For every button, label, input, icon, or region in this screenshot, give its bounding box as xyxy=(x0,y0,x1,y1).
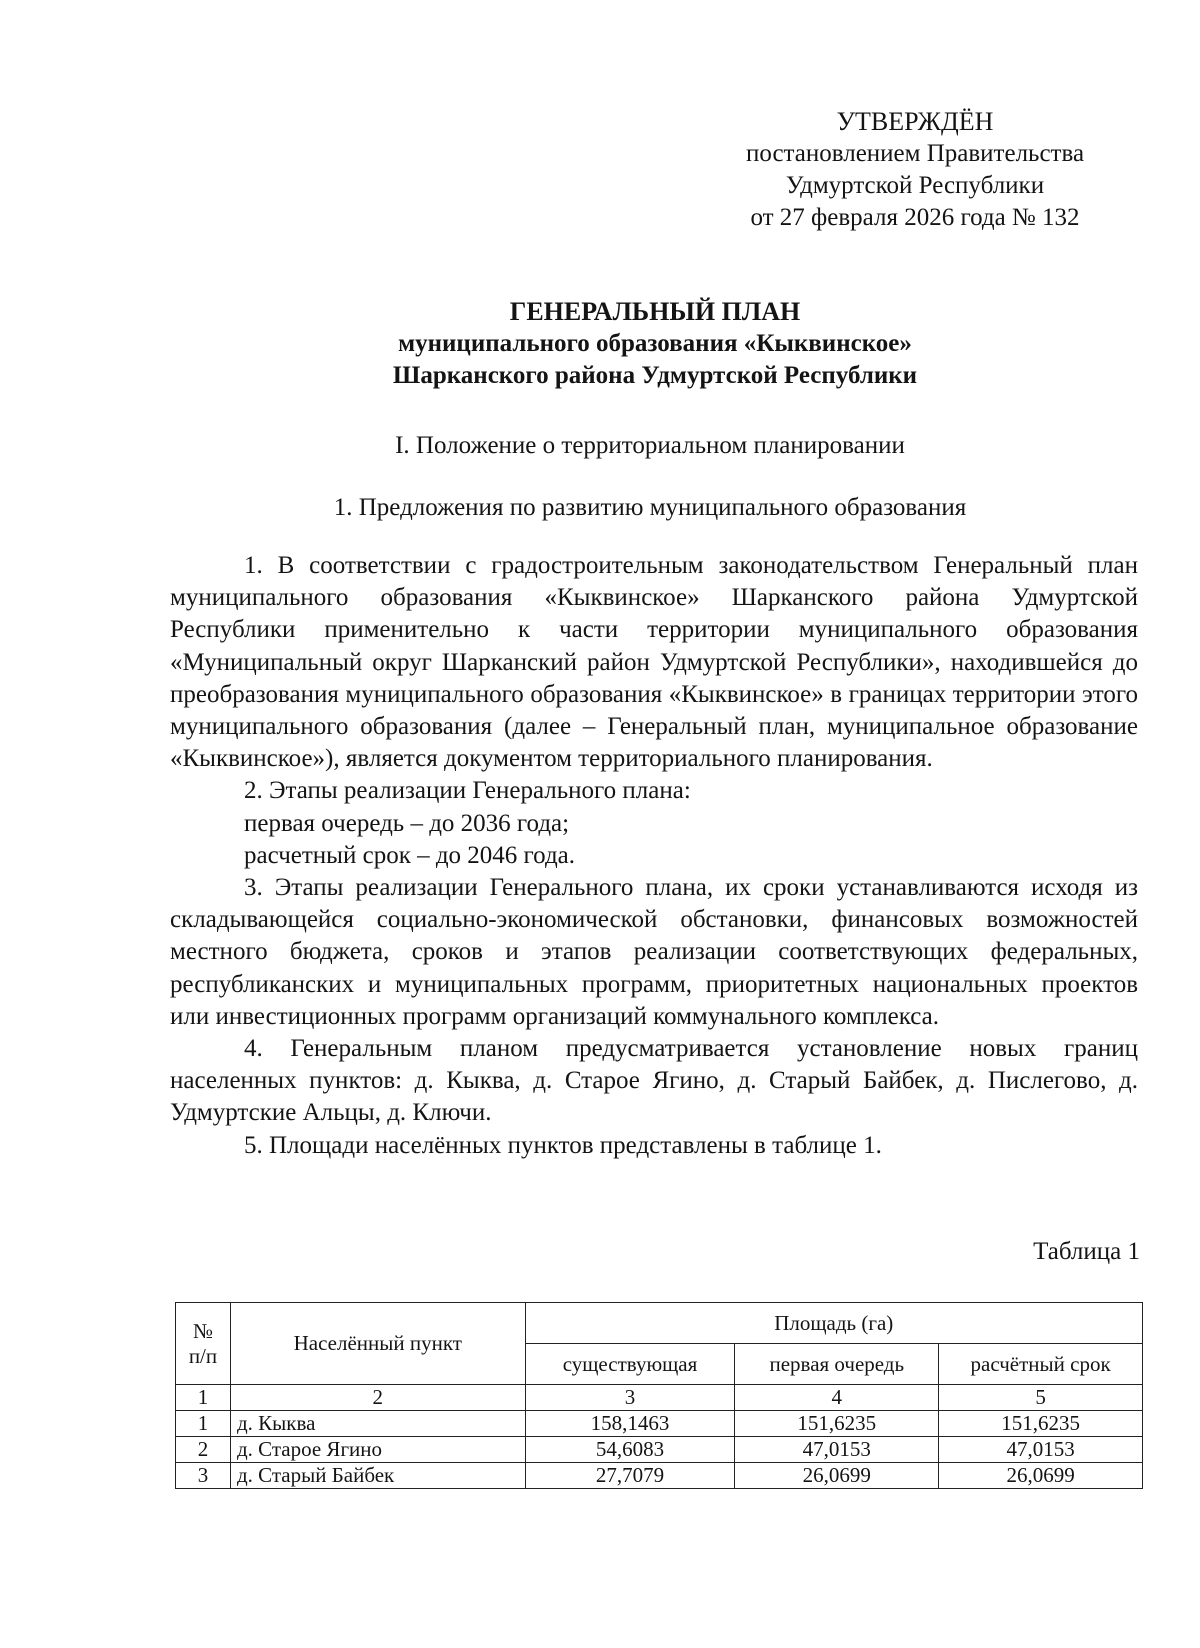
column-number-row xyxy=(176,1385,1143,1411)
cell-existing: 27,7079 xyxy=(525,1463,735,1489)
column-number: 3 xyxy=(525,1385,735,1411)
column-number: 5 xyxy=(939,1385,1143,1411)
title-line-3: Шарканского района Удмуртской Республики xyxy=(392,362,918,389)
paragraph-2-stage-2: расчетный срок – до 2046 года. xyxy=(244,841,576,869)
header-number: № п/п xyxy=(176,1303,231,1385)
paragraph-3: 3. Этапы реализации Генерального плана, их сроки устанавливаются исходя из складывающейся социально-экономической обстановки, финансовых возможностей местного бюджета, сроков и этапов реализации соответствующих федеральных, республиканских и муниципальных программ, приоритетных национальных проектов или инвестиционных программ организаций коммунального комплекса. xyxy=(170,874,1138,1030)
paragraph-5: 5. Площади населённых пунктов представлены в таблице 1. xyxy=(244,1131,882,1159)
header-estimated: расчётный срок xyxy=(939,1344,1143,1385)
cell-number: 1 xyxy=(176,1411,231,1437)
cell-settlement: д. Старый Байбек xyxy=(230,1463,525,1489)
approval-stamp: УТВЕРЖДЁН xyxy=(836,107,994,136)
table-row xyxy=(176,1437,1143,1463)
cell-existing: 158,1463 xyxy=(525,1411,735,1437)
cell-existing: 54,6083 xyxy=(525,1437,735,1463)
approval-line-2: Удмуртской Республики xyxy=(785,172,1045,199)
cell-number: 2 xyxy=(176,1437,231,1463)
column-number: 2 xyxy=(230,1385,525,1411)
cell-number: 3 xyxy=(176,1463,231,1489)
column-number: 1 xyxy=(176,1385,231,1411)
table-row xyxy=(176,1463,1143,1489)
column-number: 4 xyxy=(735,1385,939,1411)
header-first-stage: первая очередь xyxy=(735,1344,939,1385)
section-heading: I. Положение о территориальном планировании xyxy=(395,432,905,459)
cell-first-stage: 151,6235 xyxy=(735,1411,939,1437)
table-caption: Таблица 1 xyxy=(1033,1238,1140,1265)
document-title xyxy=(190,296,1120,392)
cell-settlement: д. Кыква xyxy=(230,1411,525,1437)
paragraph-4: 4. Генеральным планом предусматривается установление новых границ населенных пунктов: д. Кыква, д. Старое Ягино, д. Старый Байбек, д. Пислегово, д. Удмуртские Альцы, д. Ключи. xyxy=(170,1035,1138,1127)
table-row xyxy=(176,1411,1143,1437)
title-main: ГЕНЕРАЛЬНЫЙ ПЛАН xyxy=(509,297,801,326)
header-existing: существующая xyxy=(525,1344,735,1385)
body-text xyxy=(170,550,1138,1162)
approval-line-1: постановлением Правительства xyxy=(745,140,1085,167)
approval-line-3: от 27 февраля 2026 года № 132 xyxy=(750,204,1080,231)
subsection-heading: 1. Предложения по развитию муниципального образования xyxy=(333,494,967,521)
cell-first-stage: 47,0153 xyxy=(735,1437,939,1463)
header-area-group: Площадь (га) xyxy=(525,1303,1142,1344)
cell-first-stage: 26,0699 xyxy=(735,1463,939,1489)
header-settlement: Населённый пункт xyxy=(230,1303,525,1385)
cell-estimated: 151,6235 xyxy=(939,1411,1143,1437)
cell-estimated: 47,0153 xyxy=(939,1437,1143,1463)
cell-settlement: д. Старое Ягино xyxy=(230,1437,525,1463)
areas-table xyxy=(175,1302,1143,1489)
paragraph-2: 2. Этапы реализации Генерального плана: xyxy=(244,777,691,805)
paragraph-1: 1. В соответствии с градостроительным законодательством Генеральный план муниципального образования «Кыквинское» Шарканского района Удмуртской Республики применительно к части территории муниципального образования «Муниципальный округ Шарканский район Удмуртской Республики», находившейся до преобразования муниципального образования «Кыквинское» в границах территории этого муниципального образования (далее – Генеральный план, муниципальное образование «Кыквинское»), является документом территориального планирования. xyxy=(170,552,1138,773)
paragraph-2-stage-1: первая очередь – до 2036 года; xyxy=(244,809,570,837)
title-line-2: муниципального образования «Кыквинское» xyxy=(398,330,912,357)
approval-block xyxy=(720,106,1110,234)
cell-estimated: 26,0699 xyxy=(939,1463,1143,1489)
